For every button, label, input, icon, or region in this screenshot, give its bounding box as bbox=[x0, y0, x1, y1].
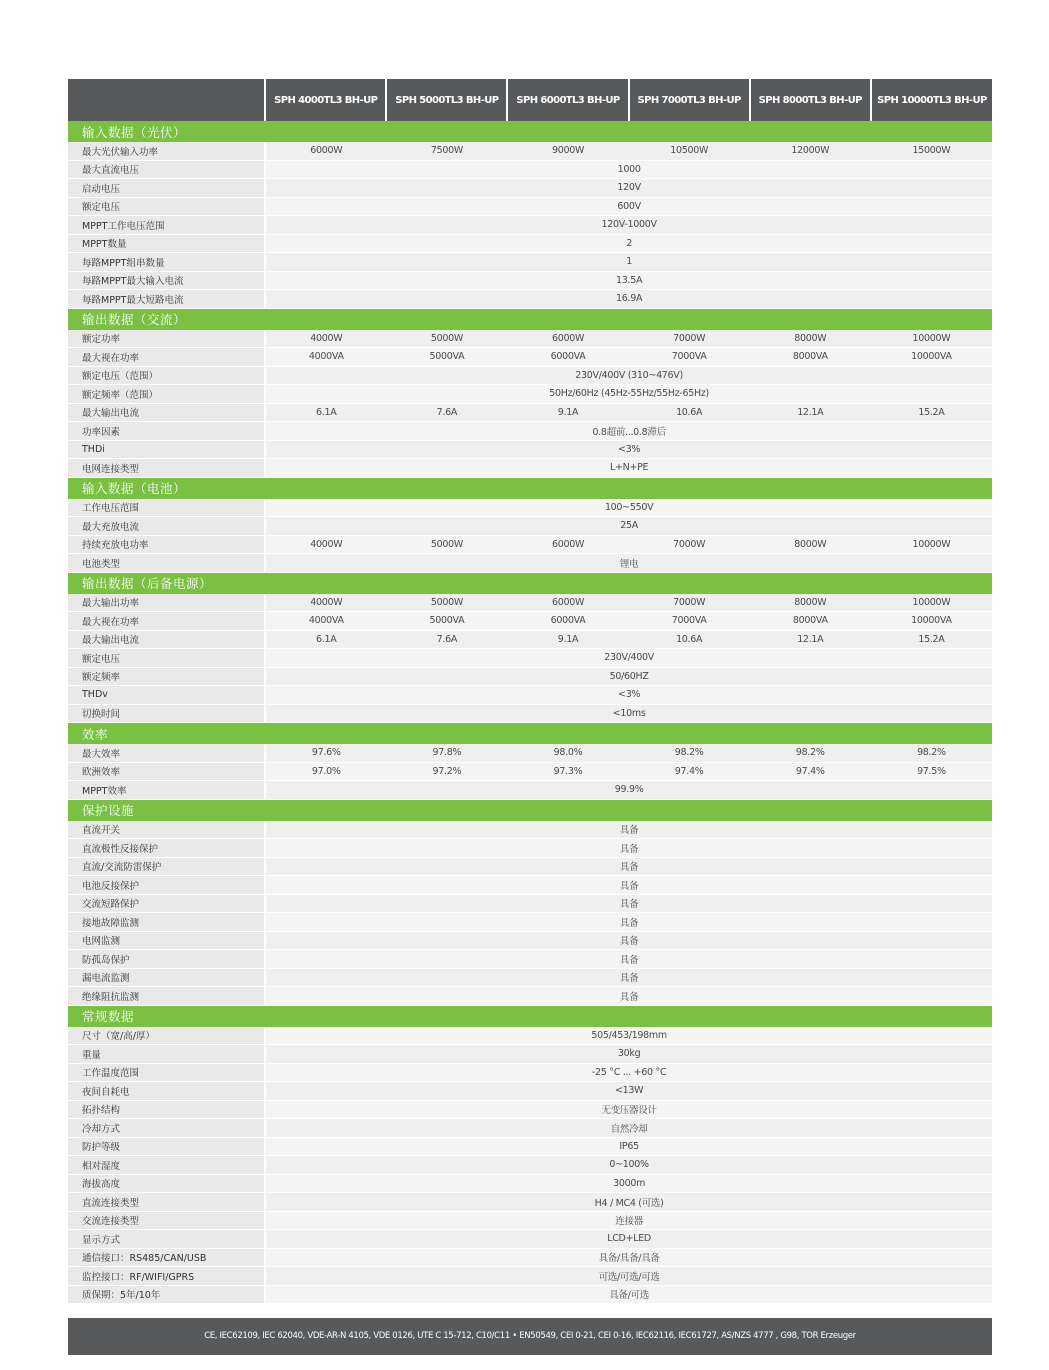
spec-row bbox=[68, 1193, 992, 1212]
spec-row bbox=[68, 1230, 992, 1249]
spec-row bbox=[68, 535, 992, 554]
spec-value: 5000VA bbox=[386, 612, 507, 631]
spec-value: 10.6A bbox=[629, 403, 750, 422]
spec-value-shared: 具备 bbox=[265, 876, 992, 895]
spec-value-shared: <13W bbox=[265, 1082, 992, 1101]
spec-label: 额定电压（范围） bbox=[68, 366, 265, 385]
spec-value-shared: 230V/400V bbox=[265, 649, 992, 668]
spec-value-shared: 具备/具备/具备 bbox=[265, 1248, 992, 1267]
spec-label: 电池类型 bbox=[68, 554, 265, 573]
spec-value: 15.2A bbox=[871, 403, 992, 422]
spec-row bbox=[68, 385, 992, 404]
spec-row bbox=[68, 271, 992, 290]
spec-value-shared: 具备/可选 bbox=[265, 1285, 992, 1304]
spec-row bbox=[68, 630, 992, 649]
spec-body bbox=[68, 121, 992, 1304]
spec-label: 切换时间 bbox=[68, 704, 265, 723]
spec-label: 最大充放电流 bbox=[68, 517, 265, 536]
spec-row bbox=[68, 762, 992, 781]
spec-value: 5000W bbox=[386, 535, 507, 554]
spec-row bbox=[68, 234, 992, 253]
section-header bbox=[68, 308, 992, 330]
spec-row bbox=[68, 1119, 992, 1138]
spec-value: 7000W bbox=[629, 594, 750, 612]
spec-row bbox=[68, 517, 992, 536]
spec-row bbox=[68, 1100, 992, 1119]
spec-label: 最大直流电压 bbox=[68, 160, 265, 179]
spec-row bbox=[68, 612, 992, 631]
section-header bbox=[68, 1005, 992, 1027]
spec-value: 4000VA bbox=[265, 612, 386, 631]
spec-value: 6000W bbox=[507, 594, 628, 612]
spec-value: 8000VA bbox=[750, 348, 871, 367]
spec-row bbox=[68, 179, 992, 198]
model-header: SPH 10000TL3 BH-UP bbox=[871, 79, 992, 121]
spec-row bbox=[68, 821, 992, 839]
spec-value: 9000W bbox=[507, 142, 628, 160]
spec-value-shared: 120V-1000V bbox=[265, 216, 992, 235]
spec-value-shared: 1 bbox=[265, 253, 992, 272]
spec-label: 最大光伏输入功率 bbox=[68, 142, 265, 160]
spec-label: 最大视在功率 bbox=[68, 612, 265, 631]
spec-label: 直流/交流防雷保护 bbox=[68, 857, 265, 876]
spec-value-shared: 50/60HZ bbox=[265, 667, 992, 686]
spec-row bbox=[68, 781, 992, 800]
spec-row bbox=[68, 839, 992, 858]
spec-label: 夜间自耗电 bbox=[68, 1082, 265, 1101]
spec-row bbox=[68, 987, 992, 1006]
spec-value: 8000W bbox=[750, 535, 871, 554]
spec-value: 8000VA bbox=[750, 612, 871, 631]
model-header: SPH 8000TL3 BH-UP bbox=[750, 79, 871, 121]
spec-value-shared: 连接器 bbox=[265, 1211, 992, 1230]
spec-value-shared: 230V/400V (310~476V) bbox=[265, 366, 992, 385]
spec-value: 7000W bbox=[629, 330, 750, 348]
spec-label: THDi bbox=[68, 440, 265, 459]
spec-row bbox=[68, 348, 992, 367]
spec-row bbox=[68, 1156, 992, 1175]
spec-value-shared: L+N+PE bbox=[265, 459, 992, 478]
spec-row bbox=[68, 686, 992, 705]
spec-value-shared: 3000m bbox=[265, 1174, 992, 1193]
spec-row bbox=[68, 554, 992, 573]
spec-value: 7.6A bbox=[386, 403, 507, 422]
spec-value: 4000W bbox=[265, 594, 386, 612]
spec-label: 接地故障监测 bbox=[68, 913, 265, 932]
spec-label: 交流短路保护 bbox=[68, 894, 265, 913]
spec-label: 工作电压范围 bbox=[68, 499, 265, 517]
spec-label: 直流极性反接保护 bbox=[68, 839, 265, 858]
spec-label: 电池反接保护 bbox=[68, 876, 265, 895]
spec-label: 尺寸（宽/高/厚） bbox=[68, 1027, 265, 1045]
spec-label: 每路MPPT组串数量 bbox=[68, 253, 265, 272]
section-title: 常规数据 bbox=[68, 1005, 992, 1027]
model-header: SPH 5000TL3 BH-UP bbox=[386, 79, 507, 121]
spec-label: 海拔高度 bbox=[68, 1174, 265, 1193]
spec-value: 15000W bbox=[871, 142, 992, 160]
spec-value-shared: 具备 bbox=[265, 894, 992, 913]
spec-row bbox=[68, 744, 992, 762]
spec-label: 最大视在功率 bbox=[68, 348, 265, 367]
spec-value-shared: 120V bbox=[265, 179, 992, 198]
spec-value: 6000VA bbox=[507, 612, 628, 631]
spec-value: 10000W bbox=[871, 330, 992, 348]
spec-label: 漏电流监测 bbox=[68, 968, 265, 987]
spec-row bbox=[68, 950, 992, 969]
spec-value-shared: 锂电 bbox=[265, 554, 992, 573]
spec-value-shared: H4 / MC4 (可选) bbox=[265, 1193, 992, 1212]
spec-value: 7500W bbox=[386, 142, 507, 160]
spec-value: 97.6% bbox=[265, 744, 386, 762]
spec-value-shared: 具备 bbox=[265, 968, 992, 987]
spec-row bbox=[68, 857, 992, 876]
spec-label: 相对湿度 bbox=[68, 1156, 265, 1175]
spec-value-shared: 2 bbox=[265, 234, 992, 253]
spec-value: 7000VA bbox=[629, 612, 750, 631]
spec-value-shared: -25 °C ... +60 °C bbox=[265, 1063, 992, 1082]
spec-value: 6000W bbox=[265, 142, 386, 160]
spec-value-shared: 具备 bbox=[265, 839, 992, 858]
spec-value: 4000VA bbox=[265, 348, 386, 367]
spec-row bbox=[68, 197, 992, 216]
spec-row bbox=[68, 1285, 992, 1304]
spec-row bbox=[68, 1027, 992, 1045]
spec-value: 98.0% bbox=[507, 744, 628, 762]
spec-row bbox=[68, 1063, 992, 1082]
spec-value: 9.1A bbox=[507, 403, 628, 422]
spec-label: 额定频率 bbox=[68, 667, 265, 686]
spec-value: 4000W bbox=[265, 330, 386, 348]
spec-value-shared: 具备 bbox=[265, 857, 992, 876]
spec-row bbox=[68, 459, 992, 478]
spec-value: 7000W bbox=[629, 535, 750, 554]
spec-label: MPPT数量 bbox=[68, 234, 265, 253]
spec-row bbox=[68, 968, 992, 987]
section-header bbox=[68, 723, 992, 745]
spec-value: 6000W bbox=[507, 535, 628, 554]
spec-label: 防孤岛保护 bbox=[68, 950, 265, 969]
section-header bbox=[68, 477, 992, 499]
spec-row bbox=[68, 1267, 992, 1286]
spec-row bbox=[68, 160, 992, 179]
spec-row bbox=[68, 499, 992, 517]
spec-value-shared: 99.9% bbox=[265, 781, 992, 800]
spec-value-shared: 16.9A bbox=[265, 290, 992, 309]
spec-value: 10000W bbox=[871, 535, 992, 554]
spec-row bbox=[68, 253, 992, 272]
spec-row bbox=[68, 931, 992, 950]
spec-value: 15.2A bbox=[871, 630, 992, 649]
spec-label: 冷却方式 bbox=[68, 1119, 265, 1138]
spec-value: 98.2% bbox=[871, 744, 992, 762]
spec-row bbox=[68, 290, 992, 309]
spec-label: 最大输出电流 bbox=[68, 403, 265, 422]
spec-value-shared: 600V bbox=[265, 197, 992, 216]
spec-value-shared: 具备 bbox=[265, 821, 992, 839]
spec-table bbox=[68, 79, 992, 1304]
spec-label: 额定电压 bbox=[68, 197, 265, 216]
spec-value-shared: 25A bbox=[265, 517, 992, 536]
spec-value-shared: 无变压器设计 bbox=[265, 1100, 992, 1119]
spec-value-shared: 13.5A bbox=[265, 271, 992, 290]
spec-value: 97.4% bbox=[629, 762, 750, 781]
spec-value: 97.8% bbox=[386, 744, 507, 762]
spec-label: 额定频率（范围） bbox=[68, 385, 265, 404]
spec-value-shared: <10ms bbox=[265, 704, 992, 723]
spec-row bbox=[68, 1248, 992, 1267]
spec-value-shared: 可选/可选/可选 bbox=[265, 1267, 992, 1286]
section-title: 保护设施 bbox=[68, 799, 992, 821]
spec-label: 工作温度范围 bbox=[68, 1063, 265, 1082]
spec-label: 交流连接类型 bbox=[68, 1211, 265, 1230]
spec-value-shared: 具备 bbox=[265, 987, 992, 1006]
spec-value: 8000W bbox=[750, 330, 871, 348]
spec-row bbox=[68, 440, 992, 459]
spec-label: 最大输出功率 bbox=[68, 594, 265, 612]
spec-value: 10.6A bbox=[629, 630, 750, 649]
spec-row bbox=[68, 1045, 992, 1064]
spec-value: 12.1A bbox=[750, 403, 871, 422]
spec-value-shared: IP65 bbox=[265, 1137, 992, 1156]
section-title: 输出数据（后备电源） bbox=[68, 572, 992, 594]
section-header bbox=[68, 121, 992, 142]
spec-value: 8000W bbox=[750, 594, 871, 612]
spec-value: 6000VA bbox=[507, 348, 628, 367]
spec-label: 显示方式 bbox=[68, 1230, 265, 1249]
spec-value-shared: 50Hz/60Hz (45Hz-55Hz/55Hz-65Hz) bbox=[265, 385, 992, 404]
spec-label: 最大输出电流 bbox=[68, 630, 265, 649]
spec-value-shared: LCD+LED bbox=[265, 1230, 992, 1249]
spec-value-shared: 具备 bbox=[265, 950, 992, 969]
spec-value: 5000W bbox=[386, 594, 507, 612]
spec-row bbox=[68, 594, 992, 612]
model-header: SPH 6000TL3 BH-UP bbox=[507, 79, 628, 121]
spec-label: 额定电压 bbox=[68, 649, 265, 668]
spec-row bbox=[68, 1211, 992, 1230]
spec-value: 6.1A bbox=[265, 403, 386, 422]
spec-row bbox=[68, 913, 992, 932]
section-title: 输入数据（电池） bbox=[68, 477, 992, 499]
spec-value: 4000W bbox=[265, 535, 386, 554]
spec-value: 6000W bbox=[507, 330, 628, 348]
spec-value-shared: 100~550V bbox=[265, 499, 992, 517]
spec-label: THDv bbox=[68, 686, 265, 705]
spec-label: 功率因素 bbox=[68, 422, 265, 441]
spec-value: 9.1A bbox=[507, 630, 628, 649]
spec-label: 每路MPPT最大输入电流 bbox=[68, 271, 265, 290]
spec-sheet bbox=[68, 79, 992, 1304]
spec-value: 97.4% bbox=[750, 762, 871, 781]
spec-row bbox=[68, 1137, 992, 1156]
spec-value: 98.2% bbox=[629, 744, 750, 762]
spec-value: 7.6A bbox=[386, 630, 507, 649]
spec-label: MPPT工作电压范围 bbox=[68, 216, 265, 235]
model-header: SPH 4000TL3 BH-UP bbox=[265, 79, 386, 121]
spec-value: 5000VA bbox=[386, 348, 507, 367]
section-title: 效率 bbox=[68, 723, 992, 745]
spec-label: MPPT效率 bbox=[68, 781, 265, 800]
spec-label: 欧洲效率 bbox=[68, 762, 265, 781]
spec-value-shared: <3% bbox=[265, 686, 992, 705]
spec-value: 97.5% bbox=[871, 762, 992, 781]
spec-value: 12.1A bbox=[750, 630, 871, 649]
spec-value: 10500W bbox=[629, 142, 750, 160]
spec-value-shared: 具备 bbox=[265, 931, 992, 950]
spec-row bbox=[68, 422, 992, 441]
spec-label: 最大效率 bbox=[68, 744, 265, 762]
spec-label: 拓扑结构 bbox=[68, 1100, 265, 1119]
spec-value: 98.2% bbox=[750, 744, 871, 762]
spec-label: 持续充放电功率 bbox=[68, 535, 265, 554]
spec-value: 10000W bbox=[871, 594, 992, 612]
spec-label: 重量 bbox=[68, 1045, 265, 1064]
spec-row bbox=[68, 366, 992, 385]
spec-row bbox=[68, 403, 992, 422]
spec-value: 5000W bbox=[386, 330, 507, 348]
spec-label: 防护等级 bbox=[68, 1137, 265, 1156]
spec-value: 12000W bbox=[750, 142, 871, 160]
spec-value-shared: 0.8超前...0.8滞后 bbox=[265, 422, 992, 441]
spec-row bbox=[68, 1174, 992, 1193]
spec-value-shared: <3% bbox=[265, 440, 992, 459]
spec-label: 启动电压 bbox=[68, 179, 265, 198]
model-header: SPH 7000TL3 BH-UP bbox=[629, 79, 750, 121]
spec-row bbox=[68, 330, 992, 348]
spec-row bbox=[68, 876, 992, 895]
spec-row bbox=[68, 704, 992, 723]
spec-row bbox=[68, 1082, 992, 1101]
spec-value-shared: 1000 bbox=[265, 160, 992, 179]
spec-label: 额定功率 bbox=[68, 330, 265, 348]
spec-value-shared: 具备 bbox=[265, 913, 992, 932]
spec-row bbox=[68, 216, 992, 235]
spec-label: 电网监测 bbox=[68, 931, 265, 950]
spec-label: 通信接口：RS485/CAN/USB bbox=[68, 1248, 265, 1267]
section-header bbox=[68, 799, 992, 821]
spec-label: 直流开关 bbox=[68, 821, 265, 839]
spec-label: 每路MPPT最大短路电流 bbox=[68, 290, 265, 309]
spec-label: 绝缘阻抗监测 bbox=[68, 987, 265, 1006]
spec-value: 97.2% bbox=[386, 762, 507, 781]
spec-value-shared: 505/453/198mm bbox=[265, 1027, 992, 1045]
spec-value: 6.1A bbox=[265, 630, 386, 649]
section-title: 输入数据（光伏） bbox=[68, 121, 992, 142]
spec-row bbox=[68, 667, 992, 686]
spec-label: 质保期：5年/10年 bbox=[68, 1285, 265, 1304]
spec-value-shared: 30kg bbox=[265, 1045, 992, 1064]
spec-label: 监控接口：RF/WIFI/GPRS bbox=[68, 1267, 265, 1286]
spec-value-shared: 0~100% bbox=[265, 1156, 992, 1175]
spec-row bbox=[68, 649, 992, 668]
spec-value: 10000VA bbox=[871, 348, 992, 367]
spec-value: 10000VA bbox=[871, 612, 992, 631]
spec-value: 7000VA bbox=[629, 348, 750, 367]
spec-value: 97.0% bbox=[265, 762, 386, 781]
spec-row bbox=[68, 894, 992, 913]
spec-label: 电网连接类型 bbox=[68, 459, 265, 478]
certification-footer: CE, IEC62109, IEC 62040, VDE-AR-N 4105, VDE 0126, UTE C 15-712, C10/C11 • EN50549, CEI 0-21, CEI 0-16, IEC62116, IEC61727, AS/NZS 4777 , G98, TOR Erzeuger bbox=[68, 1318, 992, 1355]
spec-row bbox=[68, 142, 992, 160]
spec-value-shared: 自然冷却 bbox=[265, 1119, 992, 1138]
spec-value: 97.3% bbox=[507, 762, 628, 781]
section-title: 输出数据（交流） bbox=[68, 308, 992, 330]
spec-label: 直流连接类型 bbox=[68, 1193, 265, 1212]
section-header bbox=[68, 572, 992, 594]
header-corner bbox=[68, 79, 265, 121]
model-header-row bbox=[68, 79, 992, 121]
